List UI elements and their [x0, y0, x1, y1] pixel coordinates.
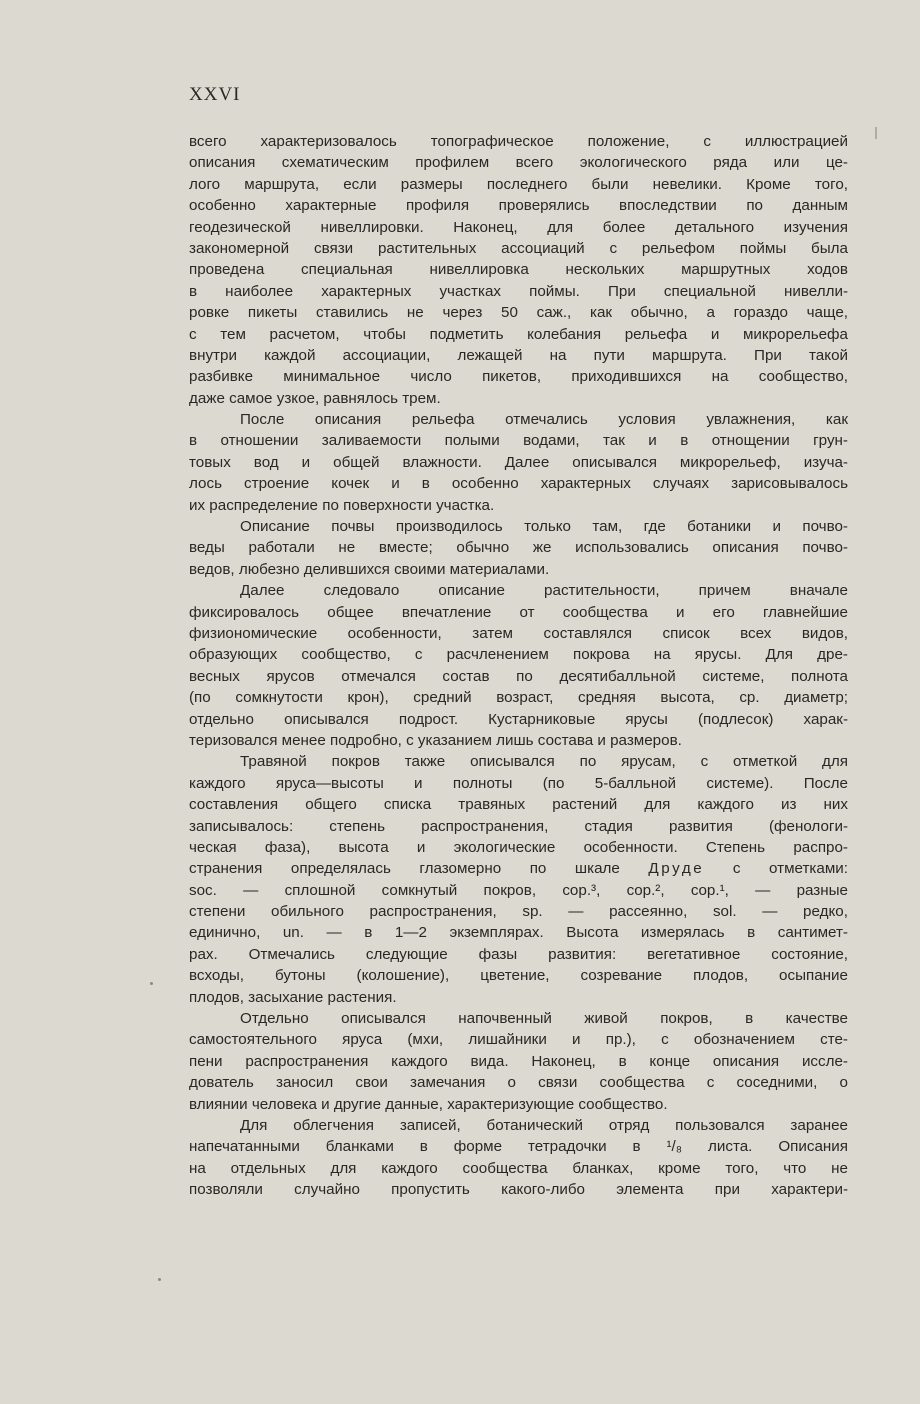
- text-line: дователь заносил свои замечания о связи сообщества с соседними, о: [189, 1074, 848, 1092]
- text-line: теризовался менее подробно, с указанием лишь состава и размеров.: [189, 731, 682, 749]
- text-line: плодов, засыхание растения.: [189, 988, 397, 1006]
- text-line: позволяли случайно пропустить какого-либо элемента при характери-: [189, 1181, 848, 1199]
- paper-speck: [150, 982, 153, 985]
- text-line: После описания рельефа отмечались условия увлажнения, как: [240, 411, 848, 429]
- text-line: Описание почвы производилось только там, где ботаники и почво-: [240, 518, 848, 536]
- text-line: пени распространения каждого вида. Наконец, в конце описания иссле-: [189, 1052, 848, 1070]
- text-line: отдельно описывался подрост. Кустарниковые ярусы (подлесок) харак-: [189, 710, 848, 728]
- text-fragment: soc. — сплошной сомкнутый покров,: [189, 881, 537, 899]
- text-line: внутри каждой ассоциации, лежащей на пути маршрута. При такой: [189, 346, 848, 364]
- abundance-cop3: cop.³,: [562, 881, 601, 899]
- text-line: на отдельных для каждого сообщества бланках, кроме того, что не: [189, 1159, 848, 1177]
- text-fragment: напечатанными бланками в форме тетрадочки в: [189, 1138, 641, 1156]
- paper-speck: [158, 1278, 161, 1281]
- text-line: особенно характерные профиля проверялись впоследствии по данным: [189, 197, 848, 215]
- text-line: Отдельно описывался напочвенный живой покров, в качестве: [240, 1010, 848, 1028]
- text-line: [189, 922, 848, 943]
- text-line: образующих сообщество, с расчленением покрова на ярусы. Для дре-: [189, 646, 848, 664]
- text-fragment: степени обильного распространения,: [189, 903, 497, 921]
- text-line: в наиболее характерных участках поймы. При специальной нивелли-: [189, 282, 848, 300]
- text-line: каждого яруса—высоты и полноты (по 5-балльной системе). После: [189, 774, 848, 792]
- abundance-sol: sol. — редко,: [712, 903, 848, 921]
- text-fragment: листа. Описания: [708, 1138, 848, 1156]
- text-line: [189, 858, 848, 879]
- text-line: рах. Отмечались следующие фазы развития: вегетативное состояние,: [189, 945, 848, 963]
- abundance-un: un. — в 1—2 экземплярах. Высота измерялась в сантимет-: [282, 924, 848, 942]
- text-line: разбивке минимальное число пикетов, приходившихся на сообщество,: [189, 368, 848, 386]
- text-line: с тем расчетом, чтобы подметить колебания рельефа и микрорельефа: [189, 325, 848, 343]
- body-text: [189, 131, 848, 1201]
- page-number: XXVI: [189, 84, 241, 105]
- text-line: ведов, любезно делившихся своими материалами.: [189, 560, 550, 578]
- text-line: ческая фаза), высота и экологические особенности. Степень распро-: [189, 838, 848, 856]
- text-line: (по сомкнутости крон), средний возраст, средняя высота, ср. диаметр;: [189, 689, 848, 707]
- text-line: физиономические особенности, затем составлялся список всех видов,: [189, 624, 848, 642]
- text-fragment: единично,: [189, 924, 261, 942]
- text-fragment: странения определялась глазомерно по шкале: [189, 860, 620, 878]
- text-line: влиянии человека и другие данные, характеризующие сообщество.: [189, 1095, 668, 1113]
- text-line: в отношении заливаемости полыми водами, так и в отнощении грун-: [189, 432, 848, 450]
- text-line: весных ярусов отмечался состав по десятибалльной системе, полнота: [189, 667, 848, 685]
- text-line: составления общего списка травяных растений для каждого из них: [189, 796, 848, 814]
- abundance-cop1: cop.¹, — разные: [690, 881, 848, 899]
- text-line: проведена специальная нивеллировка нескольких маршрутных ходов: [189, 261, 848, 279]
- text-line: лось строение кочек и в особенно характерных случаях зарисовывалось: [189, 475, 848, 493]
- margin-mark: [875, 127, 877, 139]
- text-line: описания схематическим профилем всего экологического ряда или це-: [189, 154, 848, 172]
- text-line: Для облегчения записей, ботанический отряд пользовался заранее: [240, 1116, 848, 1134]
- text-line: их распределение по поверхности участка.: [189, 496, 495, 514]
- text-line: Далее следовало описание растительности, причем вначале: [240, 582, 848, 600]
- text-line: ровке пикеты ставились не через 50 саж., как обычно, а гораздо чаще,: [189, 304, 848, 322]
- text-line: лого маршрута, если размеры последнего были невелики. Кроме того,: [189, 175, 848, 193]
- text-fragment: с отметками:: [732, 860, 848, 878]
- text-line: товых вод и общей влажности. Далее описывался микрорельеф, изуча-: [189, 453, 848, 471]
- fraction: ¹/₈: [666, 1138, 683, 1156]
- text-line: [189, 901, 848, 922]
- text-line: геодезической нивеллировки. Наконец, для более детального изучения: [189, 218, 848, 236]
- text-line: всего характеризовалось топографическое положение, с иллюстрацией: [189, 133, 848, 150]
- text-line: фиксировалось общее впечатление от сообщества и его главнейшие: [189, 603, 848, 621]
- text-line: даже самое узкое, равнялось трем.: [189, 389, 441, 407]
- text-line: Травяной покров также описывался по ярусам, с отметкой для: [240, 753, 848, 771]
- abundance-cop2: cop.²,: [626, 881, 665, 899]
- text-line: веды работали не вместе; обычно же использовались описания почво-: [189, 539, 848, 557]
- text-line: самостоятельного яруса (мхи, лишайники и пр.), с обозначением сте-: [189, 1031, 848, 1049]
- text-line: всходы, бутоны (колошение), цветение, созревание плодов, осыпание: [189, 967, 848, 985]
- text-line: [189, 880, 848, 901]
- text-line: закономерной связи растительных ассоциаций с рельефом поймы была: [189, 239, 848, 257]
- text-line: [189, 1136, 848, 1157]
- drude-term: Друде: [648, 860, 705, 878]
- abundance-sp: sp. — рассеянно,: [522, 903, 688, 921]
- text-line: записывалось: степень распространения, стадия развития (фенологи-: [189, 817, 848, 835]
